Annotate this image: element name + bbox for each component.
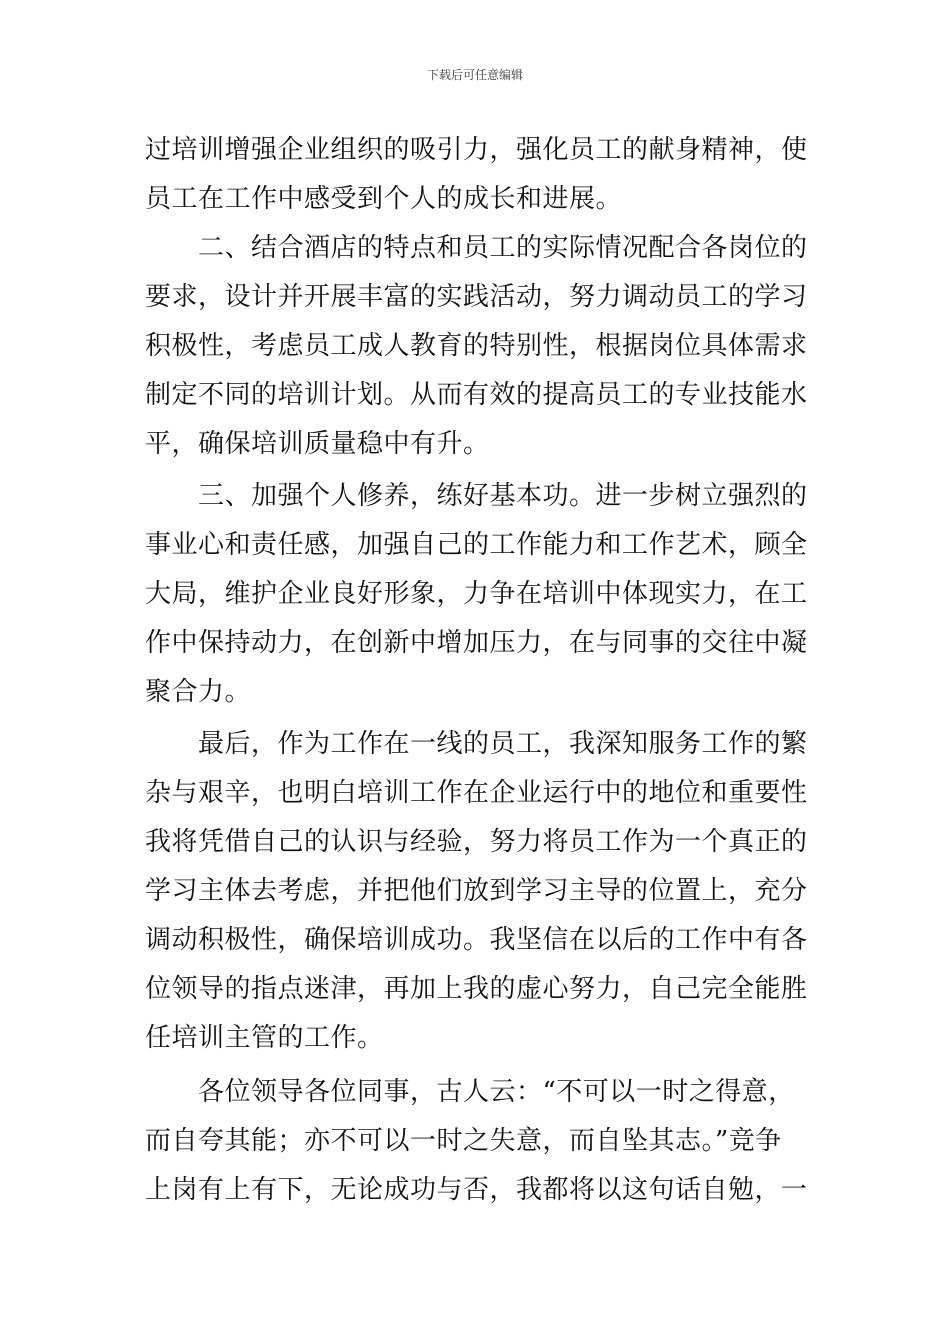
- text-line: 任培训主管的工作。: [145, 1023, 384, 1053]
- text-line: 积极性，考虑员工成人教育的特别性，根据岗位具体需求: [145, 331, 808, 361]
- text-line: 平，确保培训质量稳中有升。: [145, 429, 490, 459]
- text-line: 杂与艰辛，也明白培训工作在企业运行中的地位和重要性: [145, 778, 808, 808]
- page-header: 下载后可任意编辑: [426, 68, 523, 82]
- text-line: 员工在工作中感受到个人的成长和进展。: [145, 184, 623, 214]
- text-line: 过培训增强企业组织的吸引力，强化员工的献身精神，使: [145, 135, 808, 165]
- text-line: 聚合力。: [145, 677, 252, 707]
- text-line: 上岗有上有下，无论成功与否，我都将以这句话自勉，一: [145, 1175, 808, 1205]
- text-line: 位领导的指点迷津，再加上我的虚心努力，自己完全能胜: [145, 974, 808, 1004]
- text-line: 学习主体去考虑，并把他们放到学习主导的位置上，充分: [145, 876, 808, 906]
- text-line: 三、加强个人修养，练好基本功。进一步树立强烈的: [145, 481, 808, 511]
- text-line: 制定不同的培训计划。从而有效的提高员工的专业技能水: [145, 380, 808, 410]
- text-line: 最后，作为工作在一线的员工，我深知服务工作的繁: [145, 729, 808, 759]
- text-line: 调动积极性，确保培训成功。我坚信在以后的工作中有各: [145, 925, 808, 955]
- text-line: 作中保持动力，在创新中增加压力，在与同事的交往中凝: [145, 628, 808, 658]
- text-line: 二、结合酒店的特点和员工的实际情况配合各岗位的: [145, 233, 808, 263]
- text-line: 各位领导各位同事，古人云：“不可以一时之得意，: [145, 1077, 795, 1107]
- text-line: 要求，设计并开展丰富的实践活动，努力调动员工的学习: [145, 282, 808, 312]
- text-line: 大局，维护企业良好形象，力争在培训中体现实力，在工: [145, 579, 808, 609]
- text-line: 我将凭借自己的认识与经验，努力将员工作为一个真正的: [145, 827, 808, 857]
- text-line: 事业心和责任感，加强自己的工作能力和工作艺术，顾全: [145, 530, 808, 560]
- text-line: 而自夸其能；亦不可以一时之失意，而自坠其志。”竞争: [145, 1126, 782, 1156]
